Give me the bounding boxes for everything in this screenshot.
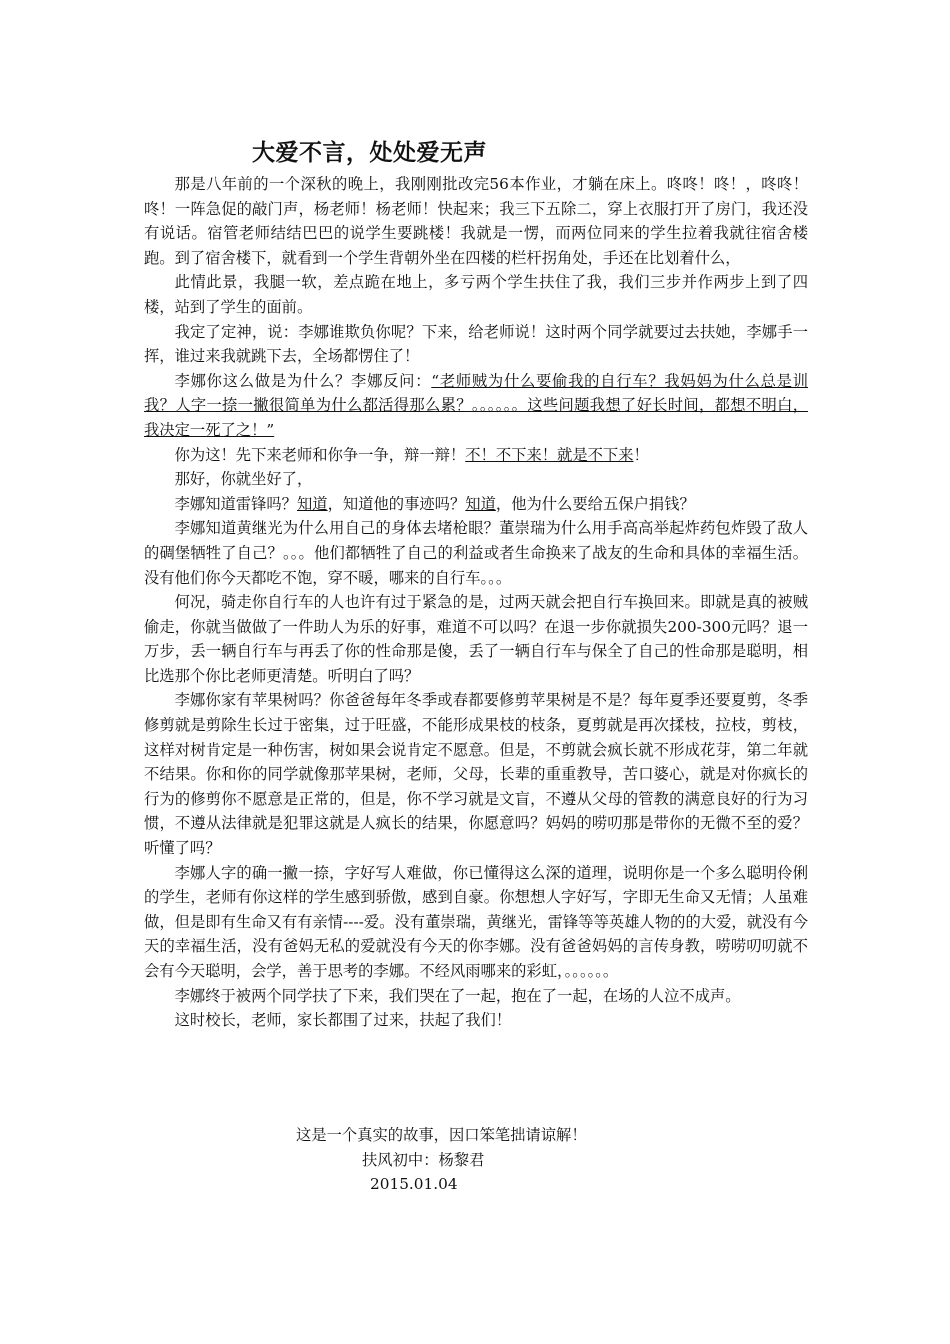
paragraph-5-reply: 不！不下来！就是不下来 (465, 445, 634, 464)
paragraph-7-answer-2: 知道 (465, 494, 496, 513)
paragraph-9: 何况，骑走你自行车的人也许有过于紧急的是，过两天就会把自行车换回来。即就是真的被贼偷走，你就当做做了一件助人为乐的好事，难道不可以吗？在退一步你就损失200-300元吗？退一万步，丢一辆自行车与再丢了你的性命那是傻，丢了一辆自行车与保全了自己的性命那是聪明，相比选那个你比老师更清楚。听明白了吗？ (144, 593, 808, 685)
paragraph-7-q1: 李娜知道雷锋吗？ (174, 494, 297, 513)
document-title: 大爱不言，处处爱无声 (252, 140, 487, 166)
paragraph-5 (144, 443, 808, 468)
paragraph-3: 我定了定神，说：李娜谁欺负你呢？下来，给老师说！这时两个同学就要过去扶她，李娜手一挥，谁过来我就跳下去，全场都愣住了！ (144, 322, 808, 366)
paragraph-4 (144, 369, 808, 443)
paragraph-5-tail: ！ (633, 445, 649, 464)
paragraph-7-answer-1: 知道 (296, 494, 328, 513)
paragraph-1: 那是八年前的一个深秋的晚上，我刚刚批改完56本作业，才躺在床上。咚咚！咚！，咚咚！咚！一阵急促的敲门声，杨老师！杨老师！快起来；我三下五除二，穿上衣服打开了房门，我还没有说话。宿管老师结结巴巴的说学生要跳楼！我就是一愣，而两位同来的学生拉着我就往宿舍楼跑。到了宿舍楼下，就看到一个学生背朝外坐在四楼的栏杆拐角处，手还在比划着什么， (144, 175, 808, 267)
document-body (144, 172, 808, 1033)
paragraph-4-quote: “老师贼为什么要偷我的自行车？我妈妈为什么总是训我？人字一捺一撇很简单为什么都活得那么累？。。。。。。这些问题我想了好长时间，都想不明白，我决定一死了之！” (144, 371, 808, 439)
paragraph-13: 这时校长，老师，家长都围了过来，扶起了我们！ (174, 1011, 512, 1030)
paragraph-7-q2: ，知道他的事迹吗？ (327, 494, 466, 513)
paragraph-4-lead: 李娜你这么做是为什么？李娜反问： (174, 371, 432, 390)
paragraph-7 (144, 492, 808, 517)
footer-author: 扶风初中：杨黎君 (362, 1151, 485, 1169)
paragraph-12: 李娜终于被两个同学扶了下来，我们哭在了一起，抱在了一起，在场的人泣不成声。 (174, 986, 741, 1005)
paragraph-5-lead: 你为这！先下来老师和你争一争，辩一辩！ (174, 445, 466, 464)
paragraph-7-q3: ，他为什么要给五保户捐钱？ (495, 494, 695, 513)
footer-note: 这是一个真实的故事，因口笨笔拙请谅解！ (296, 1126, 587, 1144)
paragraph-8: 李娜知道黄继光为什么用自己的身体去堵枪眼？董崇瑞为什么用手高高举起炸药包炸毁了敌人的碉堡牺牲了自己？。。。他们都牺牲了自己的利益或者生命换来了战友的生命和具体的幸福生活。没有他们你今天都吃不饱，穿不暖，哪来的自行车。。。 (144, 519, 808, 587)
paragraph-10: 李娜你家有苹果树吗？你爸爸每年冬季或春都要修剪苹果树是不是？每年夏季还要夏剪，冬季修剪就是剪除生长过于密集，过于旺盛，不能形成果枝的枝条，夏剪就是再次揉枝，拉枝，剪枝，这样对树肯定是一种伤害，树如果会说肯定不愿意。但是，不剪就会疯长就不形成花芽，第二年就不结果。你和你的同学就像那苹果树，老师，父母，长辈的重重教导，苦口婆心，就是对你疯长的行为的修剪你不愿意是正常的，但是，你不学习就是文盲，不遵从父母的管教的满意良好的行为习惯，不遵从法律就是犯罪这就是人疯长的结果，你愿意吗？妈妈的唠叨那是带你的无微不至的爱？听懂了吗？ (144, 691, 808, 858)
paragraph-11: 李娜人字的确一撇一捺，字好写人难做，你已懂得这么深的道理，说明你是一个多么聪明伶俐的学生，老师有你这样的学生感到骄傲，感到自豪。你想想人字好写，字即无生命又无情；人虽难做，但是即有生命又有有亲情----爱。没有董崇瑞，黄继光，雷锋等等英雄人物的的大爱，就没有今天的幸福生活，没有爸妈无私的爱就没有今天的你李娜。没有爸爸妈妈的言传身教，唠唠叨叨就不会有今天聪明，会学，善于思考的李娜。不经风雨哪来的彩虹，。。。。。。 (144, 863, 808, 980)
paragraph-6: 那好，你就坐好了， (174, 470, 313, 489)
paragraph-2: 此情此景，我腿一软，差点跪在地上，多亏两个学生扶住了我，我们三步并作两步上到了四楼，站到了学生的面前。 (144, 273, 808, 316)
footer-date: 2015.01.04 (370, 1175, 458, 1193)
